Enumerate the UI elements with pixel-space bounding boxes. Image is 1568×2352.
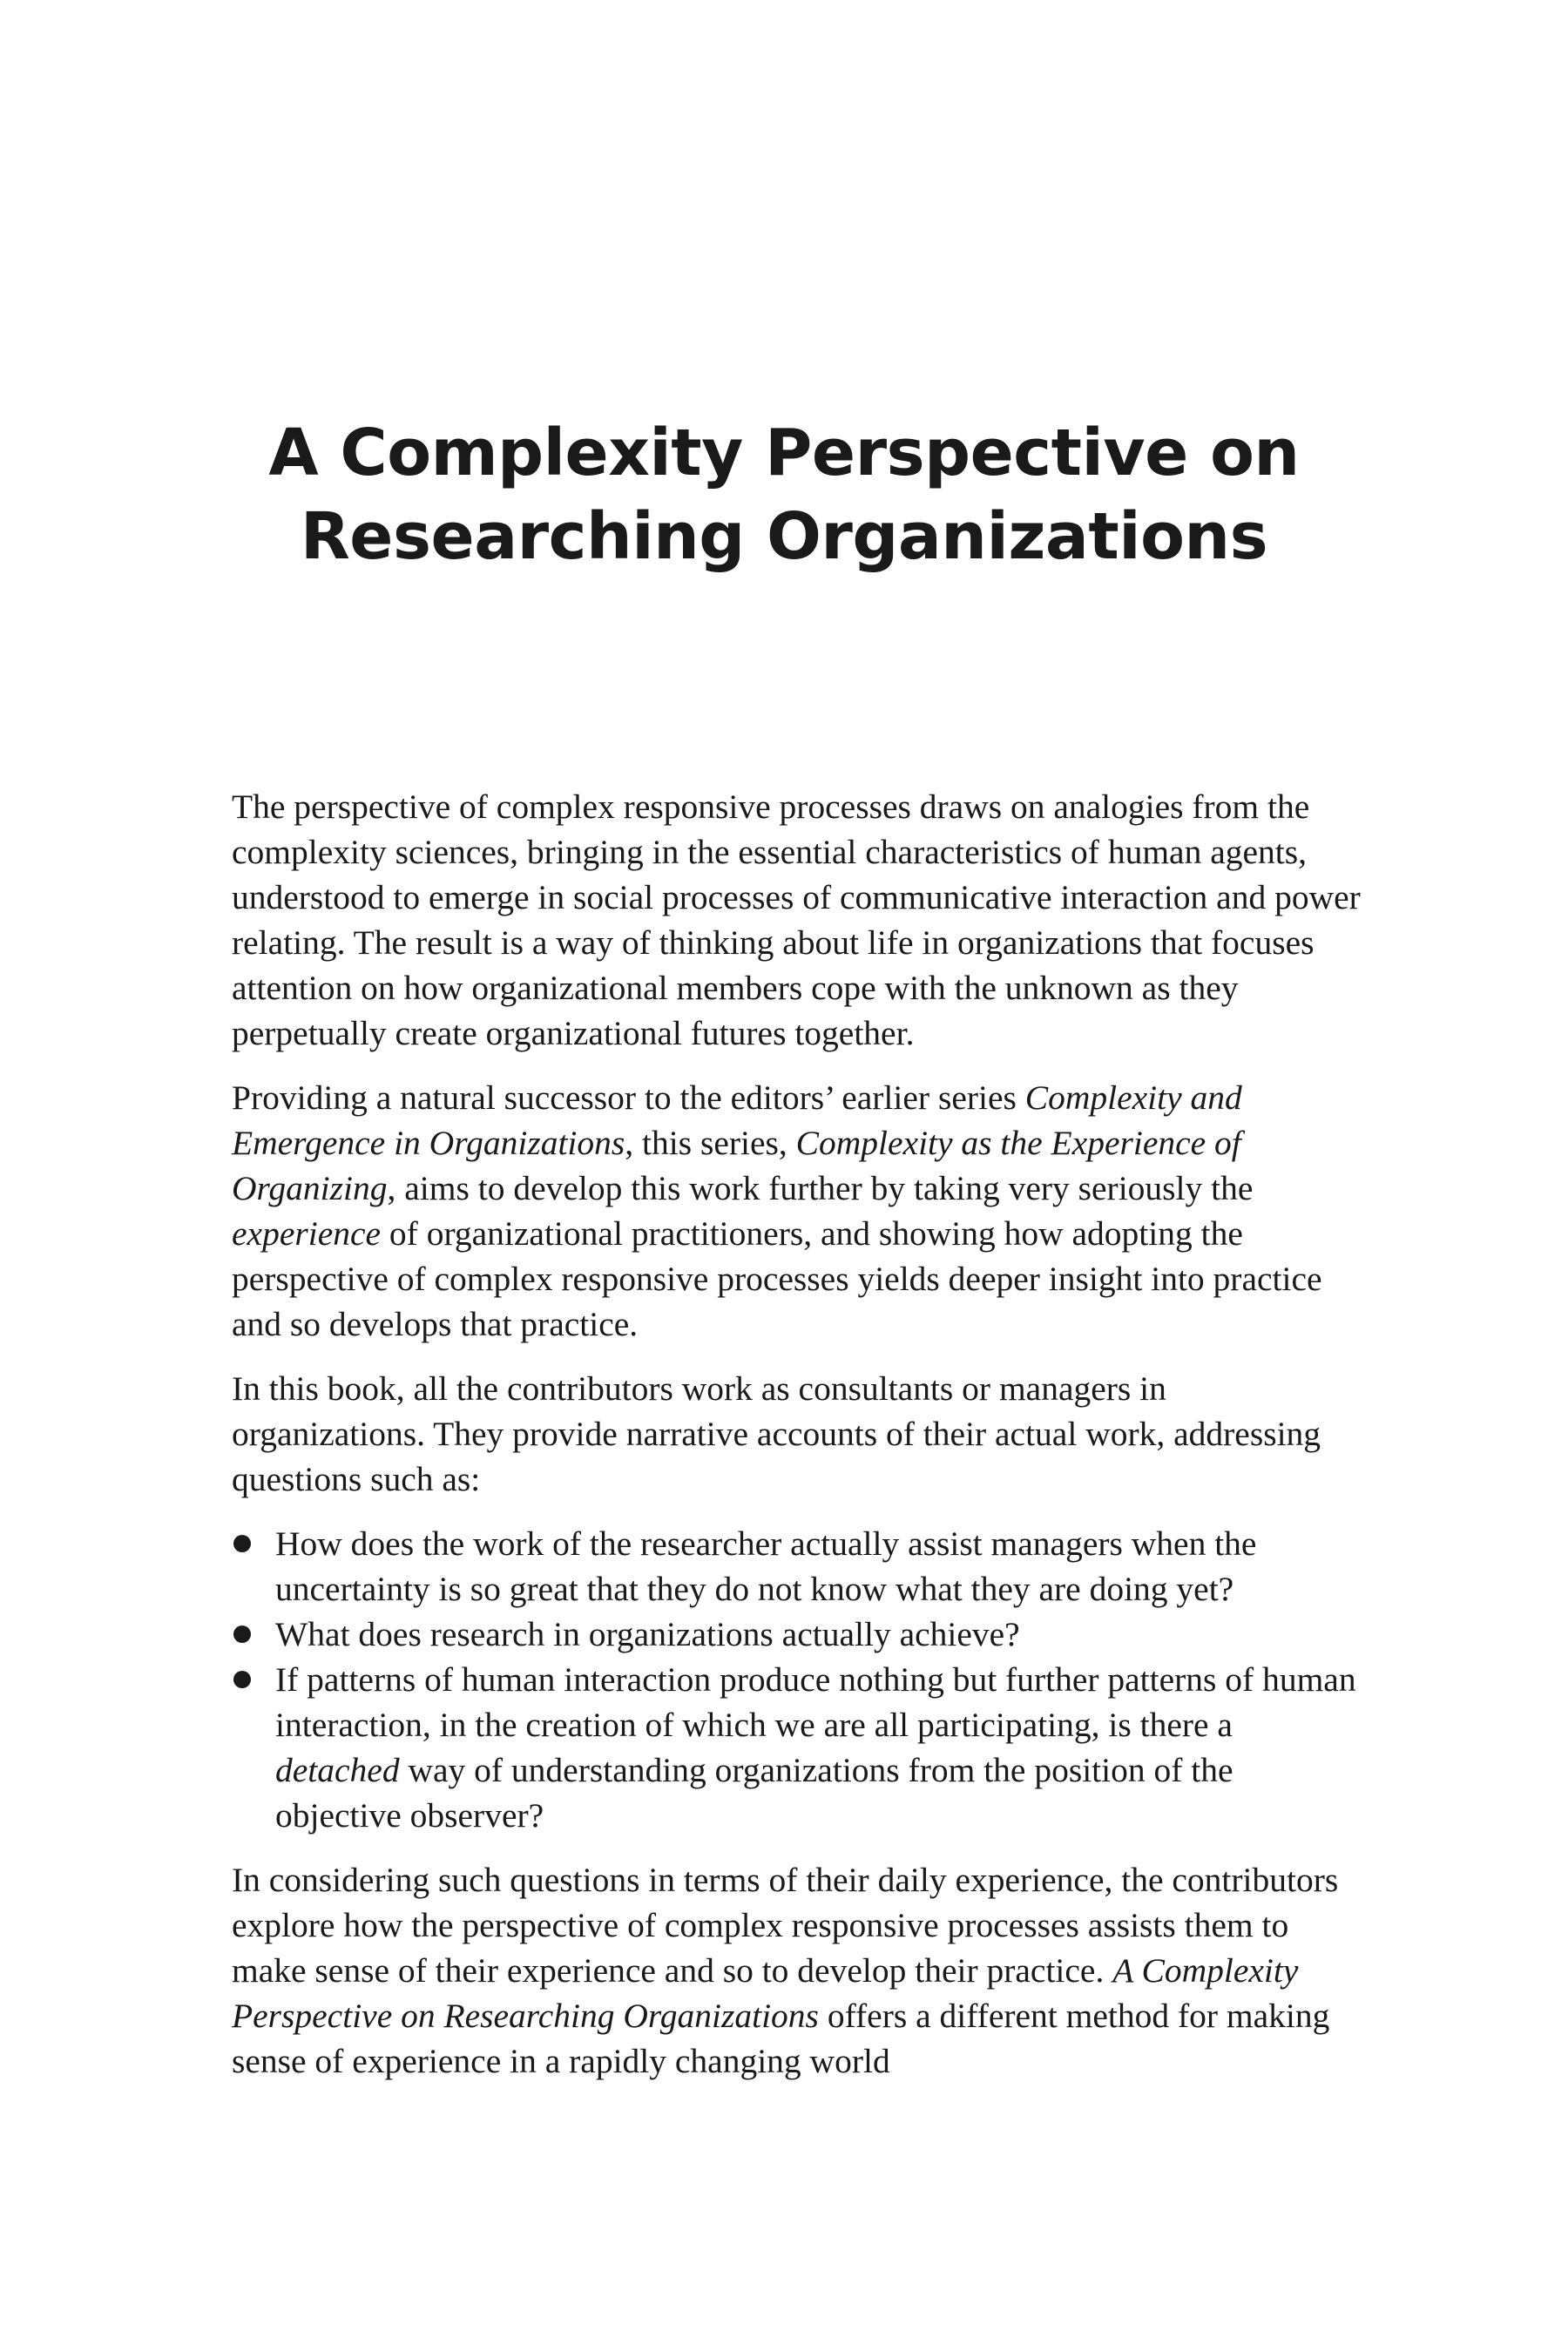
text-segment: Providing a natural successor to the editors’ earlier series: [232, 1078, 1025, 1117]
bullet-icon: [233, 1625, 251, 1643]
list-item: [232, 1612, 1364, 1657]
italic-emphasis: detached: [275, 1751, 400, 1789]
paragraph-closing: [232, 1857, 1364, 2084]
italic-series-title: Complexity and Emergence in Organizations: [232, 1078, 1242, 1162]
italic-series-title: Complexity as the Experience of Organizing: [232, 1124, 1241, 1207]
text-segment: , aims to develop this work further by taking very seriously the: [387, 1169, 1254, 1207]
italic-book-title: A Complexity Perspective on Researching Organizations: [232, 1951, 1299, 2035]
text-segment: offers a different method for making sense of experience in a rapidly changing world: [232, 1997, 1330, 2080]
list-item-text: [275, 1660, 1356, 1835]
list-item: [232, 1657, 1364, 1838]
list-item-text: What does research in organizations actually achieve?: [275, 1615, 1020, 1653]
list-item-text: How does the work of the researcher actually assist managers when the uncertainty is so great that they do not know what they are doing yet?: [275, 1524, 1257, 1608]
bullet-icon: [233, 1535, 251, 1552]
paragraph-intro: The perspective of complex responsive processes draws on analogies from the complexity sciences, bringing in the essential characteristics of human agents, understood to emerge in social processes of communicative interaction and power relating. The result is a way of thinking about life in organizations that focuses attention on how organizational members cope with the unknown as they perpetually create organizational futures together.: [232, 787, 1361, 1052]
text-segment: If patterns of human interaction produce nothing but further patterns of human interaction, in the creation of which we are all participating, is there a: [275, 1660, 1356, 1744]
text-segment: In considering such questions in terms of their daily experience, the contributors explore how the perspective of complex responsive processes assists them to make sense of their experience and so to develop their practice.: [232, 1861, 1339, 1990]
title-line-1: A Complexity Perspective on: [268, 416, 1300, 490]
text-segment: of organizational practitioners, and showing how adopting the perspective of complex responsive processes yields deeper insight into practice and so develops that practice.: [232, 1214, 1322, 1343]
text-segment: way of understanding organizations from the position of the objective observer?: [275, 1751, 1233, 1835]
paragraph-book: In this book, all the contributors work as consultants or managers in organizations. They provide narrative accounts of their actual work, addressing questions such as:: [232, 1369, 1321, 1498]
title-line-2: Researching Organizations: [300, 499, 1268, 574]
paragraph-series: [232, 1075, 1364, 1347]
question-list: [232, 1521, 1364, 1838]
text-segment: , this series,: [625, 1124, 796, 1162]
body-text: [232, 784, 1364, 2103]
bullet-icon: [233, 1671, 251, 1688]
page-title: [0, 411, 1568, 578]
list-item: [232, 1521, 1364, 1612]
italic-emphasis: experience: [232, 1214, 382, 1253]
